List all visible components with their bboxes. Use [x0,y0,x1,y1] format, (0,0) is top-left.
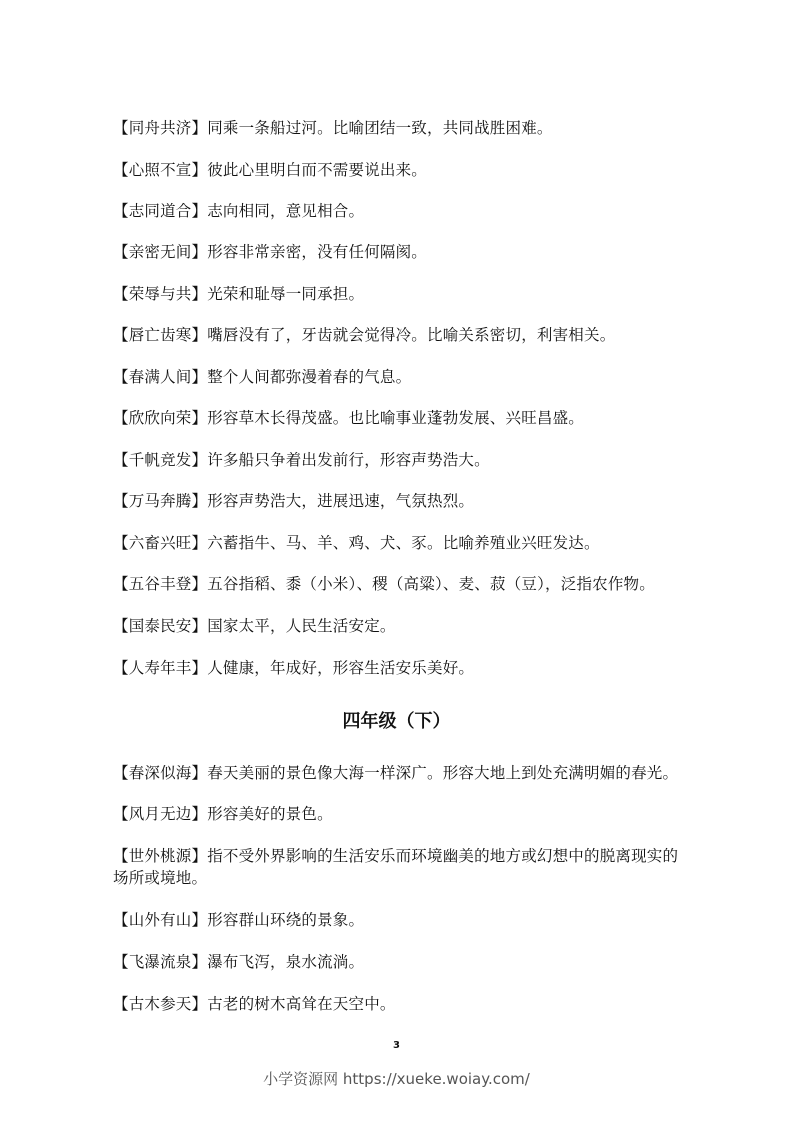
page-number: 3 [393,1040,400,1051]
idiom-entry [113,490,688,512]
idiom-term: 【同舟共济】 [113,119,208,137]
idiom-term: 【风月无边】 [113,805,208,823]
idiom-term: 【春满人间】 [113,368,208,386]
idiom-term: 【千帆竞发】 [113,451,208,469]
footer-watermark: 小学资源网 https://xueke.woiay.com/ [263,1070,530,1088]
idiom-term: 【欣欣向荣】 [113,409,208,427]
idiom-term: 【古木参天】 [113,995,208,1013]
idiom-definition: 形容草木长得茂盛。也比喻事业蓬勃发展、兴旺昌盛。 [207,409,585,427]
idiom-definition: 形容非常亲密，没有任何隔阂。 [207,243,428,261]
idiom-entry [113,951,688,973]
idiom-definition: 古老的树木高耸在天空中。 [207,995,396,1013]
idiom-entry [113,909,688,931]
idiom-definition: 国家太平，人民生活安定。 [207,617,396,635]
idiom-term: 【亲密无间】 [113,243,208,261]
idiom-term: 【志同道合】 [113,202,208,220]
idiom-definition: 嘴唇没有了，牙齿就会觉得冷。比喻关系密切，利害相关。 [207,326,616,344]
idiom-definition: 形容美好的景色。 [207,805,333,823]
idiom-term: 【山外有山】 [113,911,208,929]
idiom-definition: 志向相同，意见相合。 [207,202,365,220]
idiom-definition: 同乘一条船过河。比喻团结一致，共同战胜困难。 [207,119,553,137]
idiom-entry [113,845,688,889]
idiom-entry [113,407,688,429]
idiom-term: 【荣辱与共】 [113,285,208,303]
idiom-term: 【万马奔腾】 [113,492,208,510]
idiom-definition: 光荣和耻辱一同承担。 [207,285,365,303]
idiom-entry [113,573,688,595]
idiom-entry [113,615,688,637]
idiom-entry [113,117,688,139]
idiom-definition: 指不受外界影响的生活安乐而环境幽美的地方或幻想中的脱离现实的场所或境地。 [113,847,679,887]
section-heading: 四年级（下） [342,711,451,732]
idiom-term: 【五谷丰登】 [113,575,208,593]
idiom-definition: 形容群山环绕的景象。 [207,911,365,929]
idiom-term: 【心照不宣】 [113,161,208,179]
idiom-entry [113,993,688,1015]
idiom-entry [113,200,688,222]
idiom-term: 【六畜兴旺】 [113,534,208,552]
idiom-term: 【世外桃源】 [113,847,208,865]
idiom-entry [113,324,688,346]
idiom-definition: 形容声势浩大，进展迅速，气氛热烈。 [207,492,475,510]
idiom-entry [113,762,688,784]
idiom-definition: 春天美丽的景色像大海一样深广。形容大地上到处充满明媚的春光。 [207,764,679,782]
idiom-term: 【人寿年丰】 [113,659,208,677]
idiom-definition: 彼此心里明白而不需要说出来。 [207,161,428,179]
idiom-definition: 许多船只争着出发前行，形容声势浩大。 [207,451,490,469]
idiom-definition: 五谷指稻、黍（小米）、稷（高粱）、麦、菽（豆），泛指农作物。 [207,575,655,593]
idiom-term: 【春深似海】 [113,764,208,782]
idiom-definition: 整个人间都弥漫着春的气息。 [207,368,412,386]
idiom-definition: 人健康，年成好，形容生活安乐美好。 [207,659,475,677]
idiom-entry [113,366,688,388]
idiom-entry [113,803,688,825]
idiom-term: 【国泰民安】 [113,617,208,635]
idiom-term: 【飞瀑流泉】 [113,953,208,971]
idiom-entry [113,532,688,554]
idiom-entry [113,241,688,263]
idiom-definition: 瀑布飞泻，泉水流淌。 [207,953,365,971]
idiom-definition: 六蓄指牛、马、羊、鸡、犬、豕。比喻养殖业兴旺发达。 [207,534,600,552]
idiom-entry [113,159,688,181]
idiom-entry [113,283,688,305]
idiom-entry [113,449,688,471]
idiom-term: 【唇亡齿寒】 [113,326,208,344]
idiom-entry [113,657,688,679]
